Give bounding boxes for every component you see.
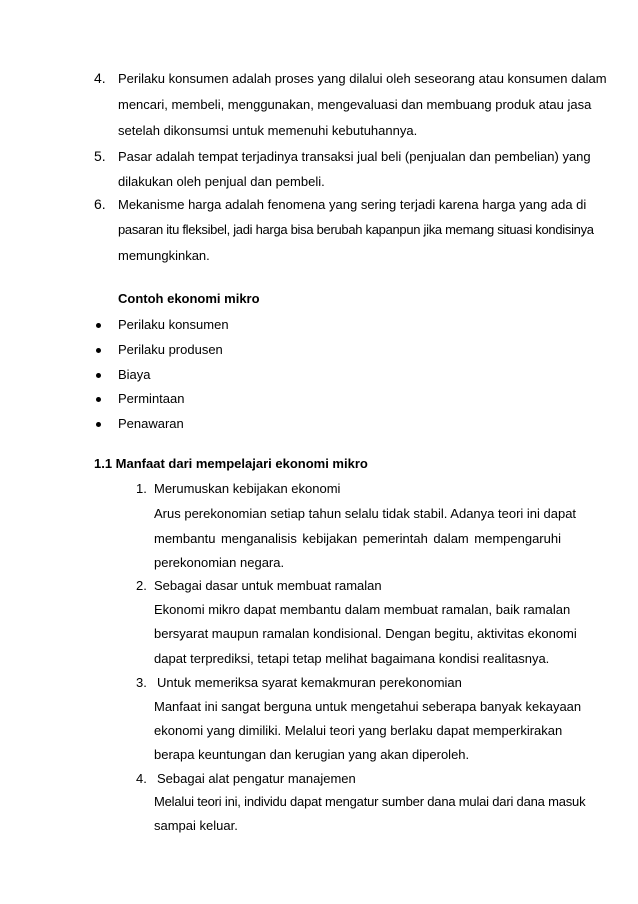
bullet-icon <box>96 323 101 328</box>
paragraph-line: Perilaku konsumen adalah proses yang dilalui oleh seseorang atau konsumen dalam <box>118 71 607 86</box>
paragraph-line: berapa keuntungan dan kerugian yang akan diperoleh. <box>154 747 470 762</box>
numbered-item-number: 1. <box>136 481 147 496</box>
paragraph-line: Arus perekonomian setiap tahun selalu tidak stabil. Adanya teori ini dapat <box>154 506 577 521</box>
list-number-6: 6. <box>94 196 106 212</box>
bullet-icon <box>96 422 101 427</box>
numbered-item-number: 2. <box>136 578 147 593</box>
paragraph-line: ekonomi yang dimiliki. Melalui teori yang berlaku dapat memperkirakan <box>154 723 563 738</box>
paragraph-line: dilakukan oleh penjual dan pembeli. <box>118 174 325 189</box>
numbered-item-title: Sebagai dasar untuk membuat ramalan <box>154 578 382 593</box>
numbered-item-title: Sebagai alat pengatur manajemen <box>157 771 356 786</box>
list-item: Penawaran <box>118 416 184 431</box>
paragraph-line: Melalui teori ini, individu dapat mengatur sumber dana mulai dari dana masuk <box>154 794 586 809</box>
paragraph-line: sampai keluar. <box>154 818 238 833</box>
paragraph-line: dapat terprediksi, tetapi tetap melihat bagaimana kondisi realitasnya. <box>154 651 550 666</box>
paragraph-line: membantu menganalisis kebijakan pemerintah dalam mempengaruhi <box>154 531 561 546</box>
paragraph-line: Ekonomi mikro dapat membantu dalam membuat ramalan, baik ramalan <box>154 602 571 617</box>
section-heading: 1.1 Manfaat dari mempelajari ekonomi mikro <box>94 456 368 471</box>
numbered-item-title: Untuk memeriksa syarat kemakmuran perekonomian <box>157 675 462 690</box>
paragraph-line: Manfaat ini sangat berguna untuk mengetahui seberapa banyak kekayaan <box>154 699 582 714</box>
paragraph-line: pasaran itu fleksibel, jadi harga bisa berubah kapanpun jika memang situasi kondisinya <box>118 222 594 237</box>
paragraph-line: Mekanisme harga adalah fenomena yang sering terjadi karena harga yang ada di <box>118 197 587 212</box>
list-number-5: 5. <box>94 148 106 164</box>
paragraph-line: mencari, membeli, menggunakan, mengevaluasi dan membuang produk atau jasa <box>118 97 592 112</box>
paragraph-line: setelah dikonsumsi untuk memenuhi kebutuhannya. <box>118 123 418 138</box>
bullet-icon <box>96 348 101 353</box>
list-item: Permintaan <box>118 391 185 406</box>
paragraph-line: memungkinkan. <box>118 248 210 263</box>
bullet-icon <box>96 373 101 378</box>
numbered-item-number: 4. <box>136 771 147 786</box>
numbered-item-number: 3. <box>136 675 147 690</box>
list-item: Perilaku konsumen <box>118 317 229 332</box>
paragraph-line: Pasar adalah tempat terjadinya transaksi jual beli (penjualan dan pembelian) yang <box>118 149 591 164</box>
numbered-item-title: Merumuskan kebijakan ekonomi <box>154 481 341 496</box>
list-item: Perilaku produsen <box>118 342 223 357</box>
examples-heading: Contoh ekonomi mikro <box>118 291 260 306</box>
list-number-4: 4. <box>94 70 106 86</box>
paragraph-line: perekonomian negara. <box>154 555 285 570</box>
paragraph-line: bersyarat maupun ramalan kondisional. Dengan begitu, aktivitas ekonomi <box>154 626 577 641</box>
list-item: Biaya <box>118 367 151 382</box>
bullet-icon <box>96 397 101 402</box>
